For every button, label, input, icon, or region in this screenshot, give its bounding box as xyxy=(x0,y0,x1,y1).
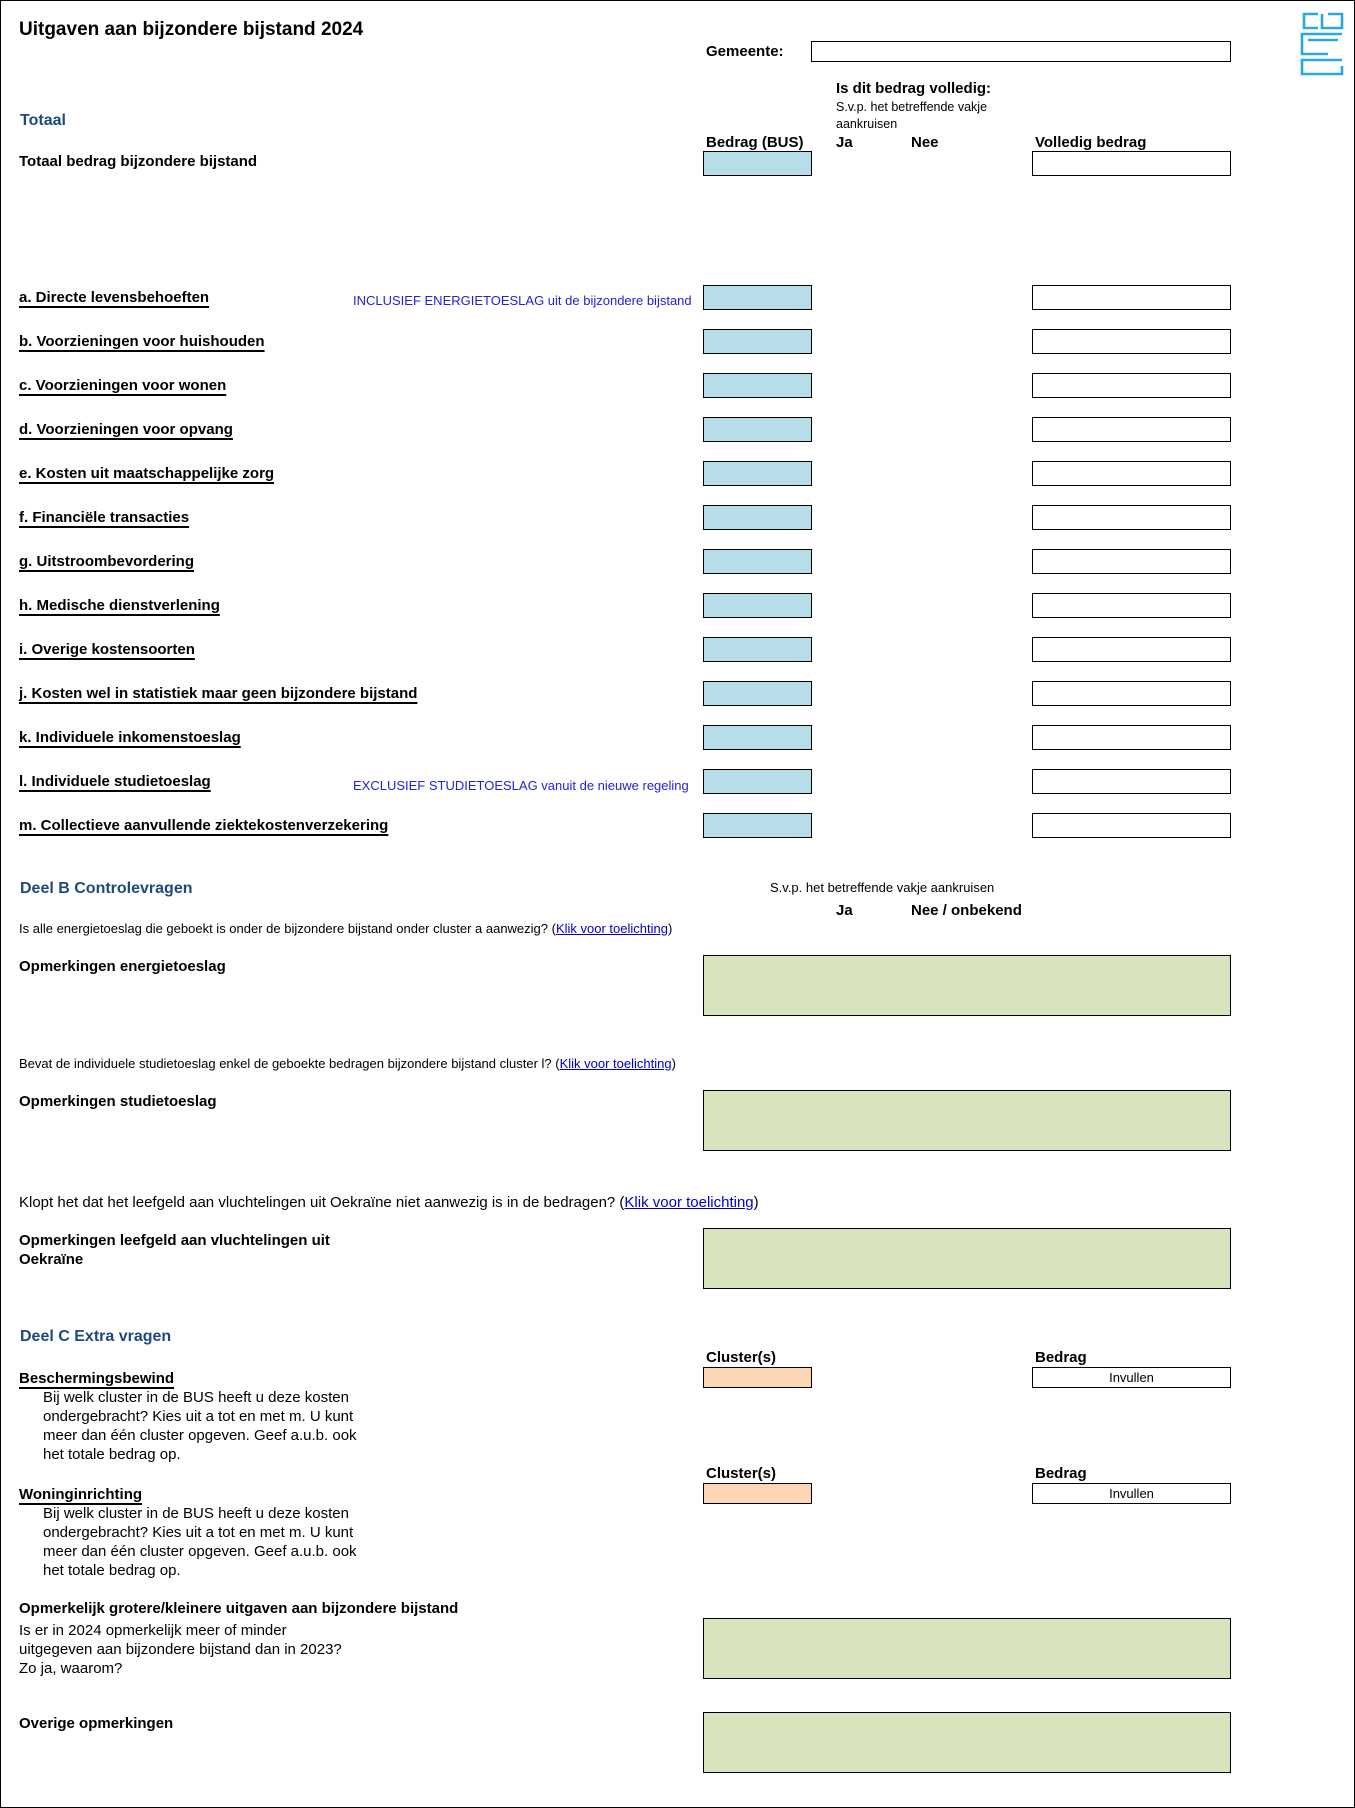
volledig-input-i[interactable] xyxy=(1032,637,1231,662)
bedrag-input-b[interactable] xyxy=(703,329,812,354)
volledig-input-b[interactable] xyxy=(1032,329,1231,354)
col-clusters-2: Cluster(s) xyxy=(706,1465,777,1482)
row-label-m: m. Collectieve aanvullende ziektekostenverzekering xyxy=(19,817,389,834)
total-label: Totaal bedrag bijzondere bijstand xyxy=(19,153,258,170)
volledig-input-j[interactable] xyxy=(1032,681,1231,706)
volledig-input-g[interactable] xyxy=(1032,549,1231,574)
bedrag-input-m[interactable] xyxy=(703,813,812,838)
col-clusters-1: Cluster(s) xyxy=(706,1349,777,1366)
total-bedrag-input[interactable] xyxy=(703,151,812,176)
opmerkelijk-title: Opmerkelijk grotere/kleinere uitgaven aan bijzondere bijstand xyxy=(19,1600,459,1617)
beschermingsbewind-clusters-input[interactable] xyxy=(703,1367,812,1388)
row-label-i: i. Overige kostensoorten xyxy=(19,641,195,658)
woninginrichting-title: Woninginrichting xyxy=(19,1486,143,1503)
bedrag-input-g[interactable] xyxy=(703,549,812,574)
col-bedrag-1: Bedrag xyxy=(1035,1349,1087,1366)
bedrag-input-k[interactable] xyxy=(703,725,812,750)
row-label-a: a. Directe levensbehoeften xyxy=(19,289,210,306)
cbs-logo-icon xyxy=(1298,10,1346,78)
bedrag-input-e[interactable] xyxy=(703,461,812,486)
col-bedrag-2: Bedrag xyxy=(1035,1465,1087,1482)
gemeente-label: Gemeente: xyxy=(706,43,784,60)
bedrag-input-f[interactable] xyxy=(703,505,812,530)
bedrag-input-i[interactable] xyxy=(703,637,812,662)
toelichting-link-2[interactable]: Klik voor toelichting xyxy=(559,1056,672,1071)
row-label-g: g. Uitstroombevordering xyxy=(19,553,195,570)
volledig-input-h[interactable] xyxy=(1032,593,1231,618)
remark-leefgeld-label: Opmerkingen leefgeld aan vluchtelingen uit Oekraïne xyxy=(19,1232,330,1268)
question-energietoeslag: Is alle energietoeslag die geboekt is onder de bijzondere bijstand onder cluster a aanwezig? (Klik voor toelichting) xyxy=(19,921,673,936)
col-bedrag-bus: Bedrag (BUS) xyxy=(706,134,804,151)
question-studietoeslag: Bevat de individuele studietoeslag enkel de geboekte bedragen bijzondere bijstand cluster l? (Klik voor toelichting) xyxy=(19,1056,676,1071)
deel-b-col-ja: Ja xyxy=(836,902,853,919)
row-note-a: INCLUSIEF ENERGIETOESLAG uit de bijzondere bijstand xyxy=(353,293,692,308)
row-label-f: f. Financiële transacties xyxy=(19,509,190,526)
overige-opmerkingen-input[interactable] xyxy=(703,1712,1231,1773)
total-volledig-input[interactable] xyxy=(1032,151,1231,176)
row-label-b: b. Voorzieningen voor huishouden xyxy=(19,333,265,350)
beschermingsbewind-title: Beschermingsbewind xyxy=(19,1370,175,1387)
volledig-input-m[interactable] xyxy=(1032,813,1231,838)
remark-studietoeslag-input[interactable] xyxy=(703,1090,1231,1151)
bedrag-input-h[interactable] xyxy=(703,593,812,618)
row-label-e: e. Kosten uit maatschappelijke zorg xyxy=(19,465,275,482)
deel-b-hint: S.v.p. het betreffende vakje aankruisen xyxy=(770,880,995,895)
row-label-h: h. Medische dienstverlening xyxy=(19,597,220,614)
row-label-l: l. Individuele studietoeslag xyxy=(19,773,211,790)
remark-energietoeslag-input[interactable] xyxy=(703,955,1231,1016)
page-title: Uitgaven aan bijzondere bijstand 2024 xyxy=(19,19,364,40)
remark-studietoeslag-label: Opmerkingen studietoeslag xyxy=(19,1093,217,1110)
row-label-d: d. Voorzieningen voor opvang xyxy=(19,421,233,438)
beschermingsbewind-description: Bij welk cluster in de BUS heeft u deze kosten ondergebracht? Kies uit a tot en met m. U kunt meer dan één cluster opgeven. Geef a.u.b. ook het totale bedrag op. xyxy=(43,1389,357,1463)
volledig-input-k[interactable] xyxy=(1032,725,1231,750)
toelichting-link-3[interactable]: Klik voor toelichting xyxy=(624,1194,754,1211)
bedrag-input-c[interactable] xyxy=(703,373,812,398)
toelichting-link-1[interactable]: Klik voor toelichting xyxy=(555,921,668,936)
volledig-input-e[interactable] xyxy=(1032,461,1231,486)
woninginrichting-clusters-input[interactable] xyxy=(703,1483,812,1504)
volledig-input-d[interactable] xyxy=(1032,417,1231,442)
col-nee: Nee xyxy=(911,134,939,151)
volledig-input-a[interactable] xyxy=(1032,285,1231,310)
bedrag-input-l[interactable] xyxy=(703,769,812,794)
gemeente-input[interactable] xyxy=(811,41,1231,62)
remark-leefgeld-input[interactable] xyxy=(703,1228,1231,1289)
row-label-j: j. Kosten wel in statistiek maar geen bijzondere bijstand xyxy=(19,685,418,702)
section-totaal: Totaal xyxy=(20,112,66,129)
volledig-input-c[interactable] xyxy=(1032,373,1231,398)
woninginrichting-invullen-button[interactable]: Invullen xyxy=(1032,1483,1231,1504)
opmerkelijk-question: Is er in 2024 opmerkelijk meer of minder uitgegeven aan bijzondere bijstand dan in 2023? Zo ja, waarom? xyxy=(19,1622,342,1677)
row-label-k: k. Individuele inkomenstoeslag xyxy=(19,729,241,746)
col-ja: Ja xyxy=(836,134,853,151)
woninginrichting-description: Bij welk cluster in de BUS heeft u deze kosten ondergebracht? Kies uit a tot en met m. U kunt meer dan één cluster opgeven. Geef a.u.b. ook het totale bedrag op. xyxy=(43,1505,357,1579)
col-volledig-bedrag: Volledig bedrag xyxy=(1035,134,1147,151)
deel-b-col-nee: Nee / onbekend xyxy=(911,902,1022,919)
section-deel-b: Deel B Controlevragen xyxy=(20,880,193,897)
complete-hint: S.v.p. het betreffende vakje aankruisen xyxy=(836,100,988,131)
bedrag-input-a[interactable] xyxy=(703,285,812,310)
row-note-l: EXCLUSIEF STUDIETOESLAG vanuit de nieuwe regeling xyxy=(353,778,689,793)
section-deel-c: Deel C Extra vragen xyxy=(20,1328,172,1345)
bedrag-input-j[interactable] xyxy=(703,681,812,706)
overige-opmerkingen-label: Overige opmerkingen xyxy=(19,1715,174,1732)
volledig-input-f[interactable] xyxy=(1032,505,1231,530)
row-label-c: c. Voorzieningen voor wonen xyxy=(19,377,227,394)
remark-energietoeslag-label: Opmerkingen energietoeslag xyxy=(19,958,226,975)
volledig-input-l[interactable] xyxy=(1032,769,1231,794)
question-leefgeld: Klopt het dat het leefgeld aan vluchtelingen uit Oekraïne niet aanwezig is in de bedragen? (Klik voor toelichting) xyxy=(19,1194,759,1211)
bedrag-input-d[interactable] xyxy=(703,417,812,442)
complete-question: Is dit bedrag volledig: xyxy=(836,80,992,97)
opmerkelijk-input[interactable] xyxy=(703,1618,1231,1679)
beschermingsbewind-invullen-button[interactable]: Invullen xyxy=(1032,1367,1231,1388)
